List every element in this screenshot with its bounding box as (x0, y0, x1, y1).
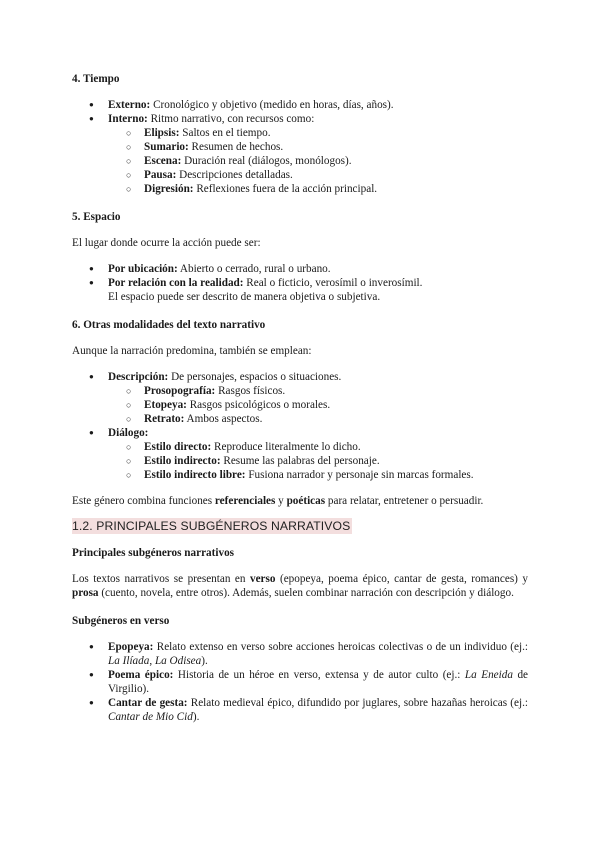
dialogo-sublist (108, 440, 528, 482)
list-item-poema-epico: ● Poema épico: Historia de un héroe en verso, extensa y de autor culto (ej.: La Eneida de Virgilio). (72, 668, 528, 696)
espacio-intro: El lugar donde ocurre la acción puede ser: (72, 237, 261, 249)
list-item-descripcion: ● Descripción: De personajes, espacios o situaciones. ○ Prosopografía: Rasgos físicos. ○ Etopeya: Rasgos psicológicos o morales. ○ Retrato: Ambos aspectos. (72, 370, 528, 426)
document-page (72, 72, 528, 724)
sublist-item: ○ Estilo indirecto libre: Fusiona narrador y personaje sin marcas formales. (108, 468, 528, 482)
sublist-item: ○ Prosopografía: Rasgos físicos. (108, 384, 528, 398)
section-title-modalidades: 6. Otras modalidades del texto narrativo (72, 319, 266, 331)
subgeneros-paragraph: Los textos narrativos se presentan en verso (epopeya, poema épico, cantar de gesta, romances) y prosa (cuento, novela, entre otros). Además, suelen combinar narración con descripción y diálogo. (72, 573, 528, 599)
list-item-interno: ● Interno: Ritmo narrativo, con recursos como: ○ Elipsis: Saltos en el tiempo. ○ Sumario: Resumen de hechos. ○ Escena: Duración real (diálogos, monólogos). ○ Pausa: Descripciones detalladas. ○ Digresión: Reflexiones fuera de la acción principal. (72, 112, 528, 196)
list-item-epopeya: ● Epopeya: Relato extenso en verso sobre acciones heroicas colectivas o de un individuo (ej.: La Ilíada, La Odisea). (72, 640, 528, 668)
chapter-heading: 1.2. PRINCIPALES SUBGÉNEROS NARRATIVOS (72, 519, 351, 533)
descripcion-sublist (108, 384, 528, 426)
sublist-item: ○ Digresión: Reflexiones fuera de la acción principal. (108, 182, 528, 196)
sublist-item: ○ Escena: Duración real (diálogos, monólogos). (108, 154, 528, 168)
section-title-tiempo: 4. Tiempo (72, 73, 120, 85)
sublist-item: ○ Estilo indirecto: Resume las palabras del personaje. (108, 454, 528, 468)
sublist-item: ○ Sumario: Resumen de hechos. (108, 140, 528, 154)
list-item-externo: ● Externo: Cronológico y objetivo (medido en horas, días, años). (72, 98, 528, 112)
modalidades-closing: Este género combina funciones referenciales y poéticas para relatar, entretener o persuadir. (72, 495, 484, 507)
sublist-item: ○ Etopeya: Rasgos psicológicos o morales. (108, 398, 528, 412)
espacio-list (72, 262, 528, 304)
subsection-title-subgeneros: Principales subgéneros narrativos (72, 547, 235, 559)
interno-sublist (108, 126, 528, 196)
sublist-item: ○ Estilo directo: Reproduce literalmente lo dicho. (108, 440, 528, 454)
tiempo-list (72, 98, 528, 196)
list-item-ubicacion: ● Por ubicación: Abierto o cerrado, rural o urbano. (72, 262, 528, 276)
list-item-cantar-de-gesta: ● Cantar de gesta: Relato medieval épico, difundido por juglares, sobre hazañas heroicas (ej.: Cantar de Mio Cid). (72, 696, 528, 724)
list-item-realidad: ● Por relación con la realidad: Real o ficticio, verosímil o inverosímil. El espacio puede ser descrito de manera objetiva o subjetiva. (72, 276, 528, 304)
modalidades-intro: Aunque la narración predomina, también se emplean: (72, 345, 312, 357)
list-item-dialogo: ● Diálogo: ○ Estilo directo: Reproduce literalmente lo dicho. ○ Estilo indirecto: Resume las palabras del personaje. ○ Estilo indirecto libre: Fusiona narrador y personaje sin marcas formales. (72, 426, 528, 482)
verso-list (72, 640, 528, 724)
sublist-item: ○ Pausa: Descripciones detalladas. (108, 168, 528, 182)
subsection-title-verso: Subgéneros en verso (72, 615, 170, 627)
section-title-espacio: 5. Espacio (72, 211, 121, 223)
sublist-item: ○ Elipsis: Saltos en el tiempo. (108, 126, 528, 140)
modalidades-list (72, 370, 528, 482)
sublist-item: ○ Retrato: Ambos aspectos. (108, 412, 528, 426)
